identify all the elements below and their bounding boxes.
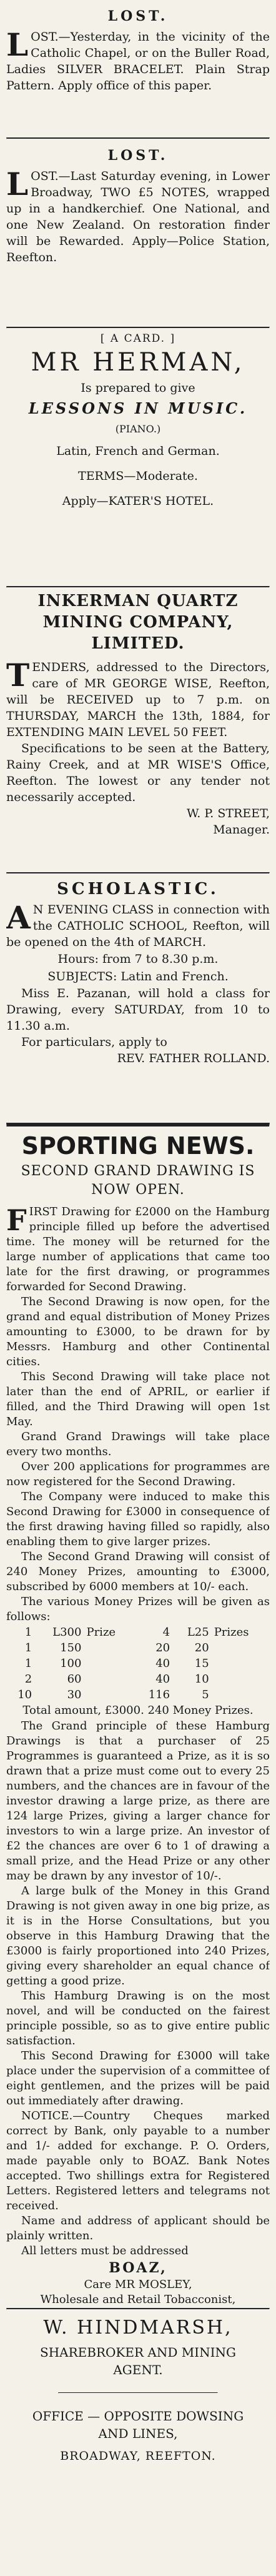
drop-cap: L bbox=[6, 26, 29, 63]
signature-name: W. P. STREET, bbox=[187, 807, 270, 820]
prize-row bbox=[6, 1640, 270, 1656]
ad-line: Latin, French and German. bbox=[56, 444, 220, 458]
ad-paragraph: This Hamburg Drawing is on the most novel, and will be conducted on the fairest principle possible, so as to give entire public satisfaction. bbox=[6, 1989, 270, 2047]
ad-paragraph: This Second Drawing for £3000 will take place under the supervision of a committee of eight gentlemen, and the prizes will be paid out immediately after drawing. bbox=[6, 2049, 270, 2107]
ad-heading: LOST. bbox=[107, 8, 169, 24]
hindmarsh-ad bbox=[6, 2310, 270, 2497]
ad-paragraph: The Second Grand Drawing will consist of 240 Money Prizes, amounting to £3000, subscribed by 6000 members at 10/- each. bbox=[6, 1550, 270, 1593]
prize-amount: 100 bbox=[60, 1657, 82, 1670]
divider bbox=[58, 2392, 217, 2394]
ad-body: For particulars, apply to bbox=[21, 1035, 167, 1049]
advertiser-name: MR HERMAN, bbox=[31, 348, 245, 377]
ad-paragraph: The Company were induced to make this Second Drawing for £3000 in consequence of the first drawing having filled so rapidly, also enabling them to give larger prizes. bbox=[6, 1490, 270, 1548]
prize-count: 10 bbox=[17, 1688, 32, 1701]
prize-row bbox=[6, 1624, 270, 1640]
ad-paragraph: Grand Grand Drawings will take place every two months. bbox=[6, 1430, 270, 1458]
prize-label: Prize bbox=[86, 1626, 116, 1639]
address-line: BROADWAY, REEFTON. bbox=[60, 2449, 216, 2463]
ad-paragraph: The Second Drawing is now open, for the grand and equal distribution of Money Prizes amounting to £3000, to be drawn for by Messrs. Hamburg and other Continental cities. bbox=[6, 1295, 270, 1368]
ad-body bbox=[6, 168, 270, 266]
scholastic-ad bbox=[6, 874, 270, 1123]
signature-name: REV. FATHER ROLLAND. bbox=[117, 1052, 270, 1065]
ad-line: Apply—KATER'S HOTEL. bbox=[62, 494, 214, 508]
prize-count: 116 bbox=[148, 1688, 170, 1701]
ad-heading: SCHOLASTIC. bbox=[57, 880, 219, 898]
ad-text: IRST Drawing for £2000 on the Hamburg principle filled up before the advertised time. The money will be returned for the large number of applications that came too late for the first drawing, or programmes forwarded for Second Drawing. bbox=[6, 1205, 270, 1293]
ad-line: (PIANO.) bbox=[115, 423, 161, 435]
ad-line: SHAREBROKER AND MINING AGENT. bbox=[40, 2345, 236, 2377]
office-line: OFFICE — OPPOSITE DOWSING AND LINES, bbox=[32, 2409, 244, 2441]
signature-title: Manager. bbox=[213, 823, 270, 837]
prize-count: 1 bbox=[24, 1626, 32, 1639]
sporting-news-ad bbox=[6, 1127, 270, 2308]
prize-count: 1 bbox=[24, 1657, 32, 1670]
prize-label: Prizes bbox=[214, 1626, 249, 1639]
ad-paragraph: This Second Drawing will take place not later than the end of APRIL, or earlier if filled, and the Third Drawing will open 1st May. bbox=[6, 1370, 270, 1428]
prize-label bbox=[84, 1656, 134, 1671]
ad-body: Miss E. Pazanan, will hold a class for Drawing, every SATURDAY, from 10 to 11.30 a.m. bbox=[6, 987, 270, 1033]
lost-notes-ad bbox=[6, 139, 270, 327]
prize-count: 20 bbox=[155, 1641, 170, 1654]
prize-amount: 10 bbox=[194, 1673, 209, 1686]
signature-line: Care MR MOSLEY, bbox=[84, 2278, 192, 2291]
ad-paragraph: The various Money Prizes will be given as follows: bbox=[6, 1595, 270, 1623]
advertiser-name: W. HINDMARSH, bbox=[43, 2317, 233, 2339]
prize-amount: 30 bbox=[67, 1688, 82, 1701]
signature-line: Wholesale and Retail Tobacconist, bbox=[40, 2293, 236, 2306]
prize-label bbox=[84, 1671, 134, 1687]
ad-body bbox=[6, 1205, 270, 1295]
drop-cap: A bbox=[6, 899, 31, 936]
prize-amount: 15 bbox=[194, 1657, 209, 1670]
ad-paragraph: NOTICE.—Country Cheques marked correct by Bank, only payable to a number and 1/- added for exchange. P. O. Orders, made payable only to BOAZ. Bank Notes accepted. Two shillings extra for Registered Letters. Registered letters and telegrams not received. bbox=[6, 2109, 270, 2212]
ad-text: OST.—Yesterday, in the vicinity of the Catholic Chapel, or on the Buller Road, Ladies SILVER BRACELET. Plain Strap Pattern. Apply office of this paper. bbox=[6, 30, 270, 92]
ad-paragraph: A large bulk of the Money in this Grand Drawing is not given away in one big prize, as it is in the Horse Consultations, but you observe in this Hamburg Drawing that the £3000 is fairly proportioned into 240 Prizes, giving every shareholder an equal chance of getting a good prize. bbox=[6, 1884, 270, 1987]
prize-row bbox=[6, 1656, 270, 1671]
ad-body: Specifications to be seen at the Battery, Rainy Creek, and at MR WISE'S Office, Reefton. The lowest or any tender not necessarily accepted. bbox=[6, 742, 270, 804]
prize-count: 40 bbox=[155, 1657, 170, 1670]
prize-amount: L300 bbox=[52, 1626, 82, 1639]
prize-table bbox=[6, 1624, 270, 1703]
signature-name: BOAZ, bbox=[109, 2260, 167, 2276]
lost-bracelet-ad bbox=[6, 0, 270, 137]
subjects-line: SUBJECTS: Latin and French. bbox=[47, 970, 229, 983]
drop-cap: T bbox=[6, 657, 30, 694]
prize-row bbox=[6, 1671, 270, 1687]
prize-label bbox=[212, 1687, 270, 1703]
card-label: [ A CARD. ] bbox=[100, 332, 176, 345]
divider bbox=[6, 1123, 270, 1127]
ad-subtitle: SECOND GRAND DRAWING IS NOW OPEN. bbox=[21, 1163, 255, 1198]
ad-line: TERMS—Moderate. bbox=[78, 469, 198, 483]
prize-count: 1 bbox=[24, 1641, 32, 1654]
ad-text: N EVENING CLASS in connection with the CATHOLIC SCHOOL, Reefton, will be opened on the 4th of MARCH. bbox=[6, 903, 270, 949]
ad-line: Is prepared to give bbox=[81, 381, 195, 395]
prize-amount: 60 bbox=[67, 1673, 82, 1686]
prize-amount: 150 bbox=[60, 1641, 82, 1654]
herman-music-ad bbox=[6, 329, 270, 586]
prize-label bbox=[84, 1640, 134, 1656]
ad-paragraph: All letters must be addressed bbox=[21, 2244, 189, 2257]
inkerman-tender-ad bbox=[6, 588, 270, 872]
prize-row bbox=[6, 1687, 270, 1703]
drop-cap: F bbox=[6, 1203, 27, 1237]
prize-label bbox=[84, 1687, 134, 1703]
prize-count: 2 bbox=[24, 1673, 32, 1686]
ad-paragraph: Name and address of applicant should be plainly written. bbox=[6, 2214, 270, 2242]
prize-label bbox=[212, 1640, 270, 1656]
prize-total: Total amount, £3000. 240 Money Prizes. bbox=[22, 1704, 254, 1717]
hours-line: Hours: from 7 to 8.30 p.m. bbox=[57, 952, 219, 966]
prize-count: 40 bbox=[155, 1673, 170, 1686]
ad-body bbox=[6, 899, 270, 950]
ad-title: SPORTING NEWS. bbox=[21, 1132, 255, 1160]
prize-amount: 20 bbox=[194, 1641, 209, 1654]
ad-body bbox=[6, 26, 270, 94]
drop-cap: L bbox=[6, 166, 29, 202]
ad-title: INKERMAN QUARTZ MINING COMPANY, LIMITED. bbox=[37, 592, 239, 653]
prize-label bbox=[212, 1656, 270, 1671]
ad-line-emphasis: LESSONS IN MUSIC. bbox=[28, 399, 248, 417]
prize-amount: L25 bbox=[187, 1626, 209, 1639]
ad-heading: LOST. bbox=[107, 147, 169, 164]
prize-count: 4 bbox=[162, 1626, 170, 1639]
ad-paragraph: The Grand principle of these Hamburg Drawings is that a purchaser of 25 Programmes is guaranteed a Prize, as it is so drawn that a prize must come out to every 25 numbers, and the chances are in favour of the investor drawing a large prize, as there are 124 large Prizes, giving a larger chance for investors to win a large prize. An investor of £2 the chances are over 6 to 1 of drawing a small prize, and the Head Prize or any other may be drawn by any investor of 10/-. bbox=[6, 1719, 270, 1882]
ad-body bbox=[6, 659, 270, 740]
ad-text: ENDERS, addressed to the Directors, care of MR GEORGE WISE, Reefton, will be RECEIVED up to 7 p.m. on THURSDAY, MARCH the 13th, 1884, for EXTENDING MAIN LEVEL 50 FEET. bbox=[6, 660, 270, 739]
prize-label bbox=[212, 1671, 270, 1687]
ad-text: OST.—Last Saturday evening, in Lower Broadway, TWO £5 NOTES, wrapped up in a handkerchief. One National, and one New Zealand. On restoration finder will be Rewarded. Apply—Police Station, Reefton. bbox=[6, 169, 270, 264]
prize-amount: 5 bbox=[202, 1688, 209, 1701]
ad-paragraph: Over 200 applications for programmes are now registered for the Second Drawing. bbox=[6, 1460, 270, 1488]
